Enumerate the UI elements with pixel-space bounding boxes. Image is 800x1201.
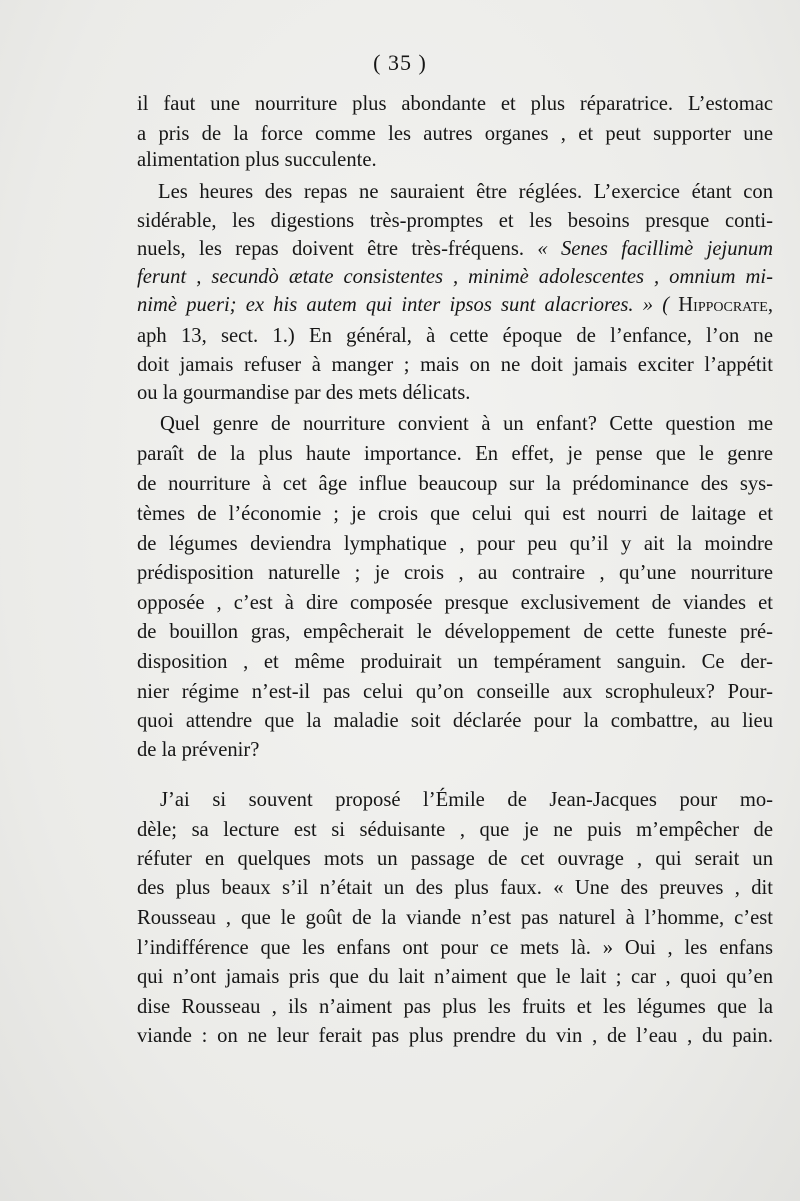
text-segment: , bbox=[767, 294, 773, 316]
text-line: de bouillon gras, empêcherait le développement de cette funeste pré- bbox=[137, 621, 773, 643]
text-line: qui n’ont jamais pris que du lait n’aiment que le lait ; car , quoi qu’en bbox=[137, 966, 773, 988]
text-line: paraît de la plus haute importance. En effet, je pense que le genre bbox=[137, 443, 773, 465]
text-line: Les heures des repas ne sauraient être réglées. L’exercice étant con bbox=[158, 181, 773, 203]
text-line: Quel genre de nourriture convient à un enfant? Cette question me bbox=[160, 413, 773, 435]
text-line: doit jamais refuser à manger ; mais on ne doit jamais exciter l’appétit bbox=[137, 354, 773, 376]
text-line: il faut une nourriture plus abondante et plus réparatrice. L’estomac bbox=[137, 93, 773, 115]
text-line: nier régime n’est-il pas celui qu’on conseille aux scrophuleux? Pour- bbox=[137, 681, 773, 703]
text-line: de la prévenir? bbox=[137, 739, 260, 761]
text-line: J’ai si souvent proposé l’Émile de Jean-Jacques pour mo- bbox=[160, 789, 773, 811]
text-segment: nimè pueri; ex his autem qui inter ipsos sunt alacriores. » ( bbox=[137, 294, 679, 316]
text-line: opposée , c’est à dire composée presque exclusivement de viandes et bbox=[137, 592, 773, 614]
text-line: quoi attendre que la maladie soit déclarée pour la combattre, au lieu bbox=[137, 710, 773, 732]
text-line: l’indifférence que les enfans ont pour ce mets là. » Oui , les enfans bbox=[137, 937, 773, 959]
text-line: viande : on ne leur ferait pas plus prendre du vin , de l’eau , du pain. bbox=[137, 1025, 773, 1047]
text-line: a pris de la force comme les autres organes , et peut supporter une bbox=[137, 123, 773, 145]
text-line: sidérable, les digestions très-promptes et les besoins presque conti- bbox=[137, 210, 773, 232]
text-line: des plus beaux s’il n’était un des plus faux. « Une des preuves , dit bbox=[137, 877, 773, 899]
text-line: Rousseau , que le goût de la viande n’est pas naturel à l’homme, c’est bbox=[137, 907, 773, 929]
text-line: aph 13, sect. 1.) En général, à cette époque de l’enfance, l’on ne bbox=[137, 325, 773, 347]
text-line: dise Rousseau , ils n’aiment pas plus les fruits et les légumes que la bbox=[137, 996, 773, 1018]
text-line: tèmes de l’économie ; je crois que celui qui est nourri de laitage et bbox=[137, 503, 773, 525]
text-line: dèle; sa lecture est si séduisante , que je ne puis m’empêcher de bbox=[137, 819, 773, 841]
text-line bbox=[137, 234, 773, 264]
text-line: alimentation plus succulente. bbox=[137, 149, 377, 171]
author-name: Hippocrate bbox=[678, 294, 768, 316]
text-line: de nourriture à cet âge influe beaucoup sur la prédominance des sys- bbox=[137, 473, 773, 495]
text-line: réfuter en quelques mots un passage de cet ouvrage , qui serait un bbox=[137, 848, 773, 870]
text-line: ferunt , secundò ætate consistentes , minimè adolescentes , omnium mi- bbox=[137, 266, 773, 288]
text-line: prédisposition naturelle ; je crois , au contraire , qu’une nourriture bbox=[137, 562, 773, 584]
text-line: ou la gourmandise par des mets délicats. bbox=[137, 382, 471, 404]
text-segment: nuels, les repas doivent être très-fréquens. bbox=[137, 238, 524, 260]
page-number: ( 35 ) bbox=[373, 50, 427, 75]
latin-quote-start: « Senes facillimè jejunum bbox=[537, 238, 773, 260]
text-line: de légumes deviendra lymphatique , pour peu qu’il y ait la moindre bbox=[137, 533, 773, 555]
text-line: disposition , et même produirait un tempérament sanguin. Ce der- bbox=[137, 651, 773, 673]
text-line bbox=[137, 290, 773, 320]
